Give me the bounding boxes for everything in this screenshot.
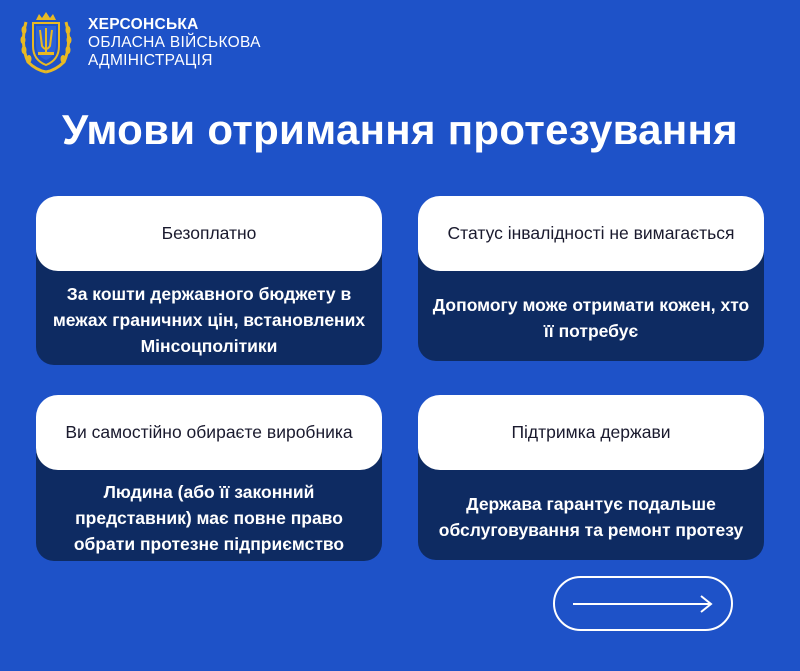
page-title: Умови отримання протезування [62,106,738,153]
org-name-line-2: ОБЛАСНА ВІЙСЬКОВА [88,34,261,51]
card-state-support [418,395,764,560]
org-name [88,16,261,70]
card-choose-manufacturer [36,395,382,561]
next-button[interactable] [553,576,733,631]
card-heading: Безоплатно [36,196,382,271]
card-heading: Підтримка держави [418,395,764,470]
org-name-line-3: АДМІНІСТРАЦІЯ [88,52,213,69]
card-text: Людина (або її законний представник) має повне право обрати протезне підприємство [36,446,382,561]
card-free-of-charge [36,196,382,365]
arrow-right-icon [571,594,715,614]
card-text: За кошти державного бюджету в межах граничних цін, встановлених Мінсоцполітики [36,247,382,365]
card-heading: Статус інвалідності не вимагається [418,196,764,271]
org-name-line-1: ХЕРСОНСЬКА [88,16,199,33]
kherson-coat-of-arms-icon [18,12,74,74]
card-text: Держава гарантує подальше обслуговування та ремонт протезу [418,446,764,560]
card-text: Допомогу може отримати кожен, хто її потребує [418,247,764,361]
card-disability-status [418,196,764,361]
card-heading: Ви самостійно обираєте виробника [36,395,382,470]
header [18,12,261,74]
